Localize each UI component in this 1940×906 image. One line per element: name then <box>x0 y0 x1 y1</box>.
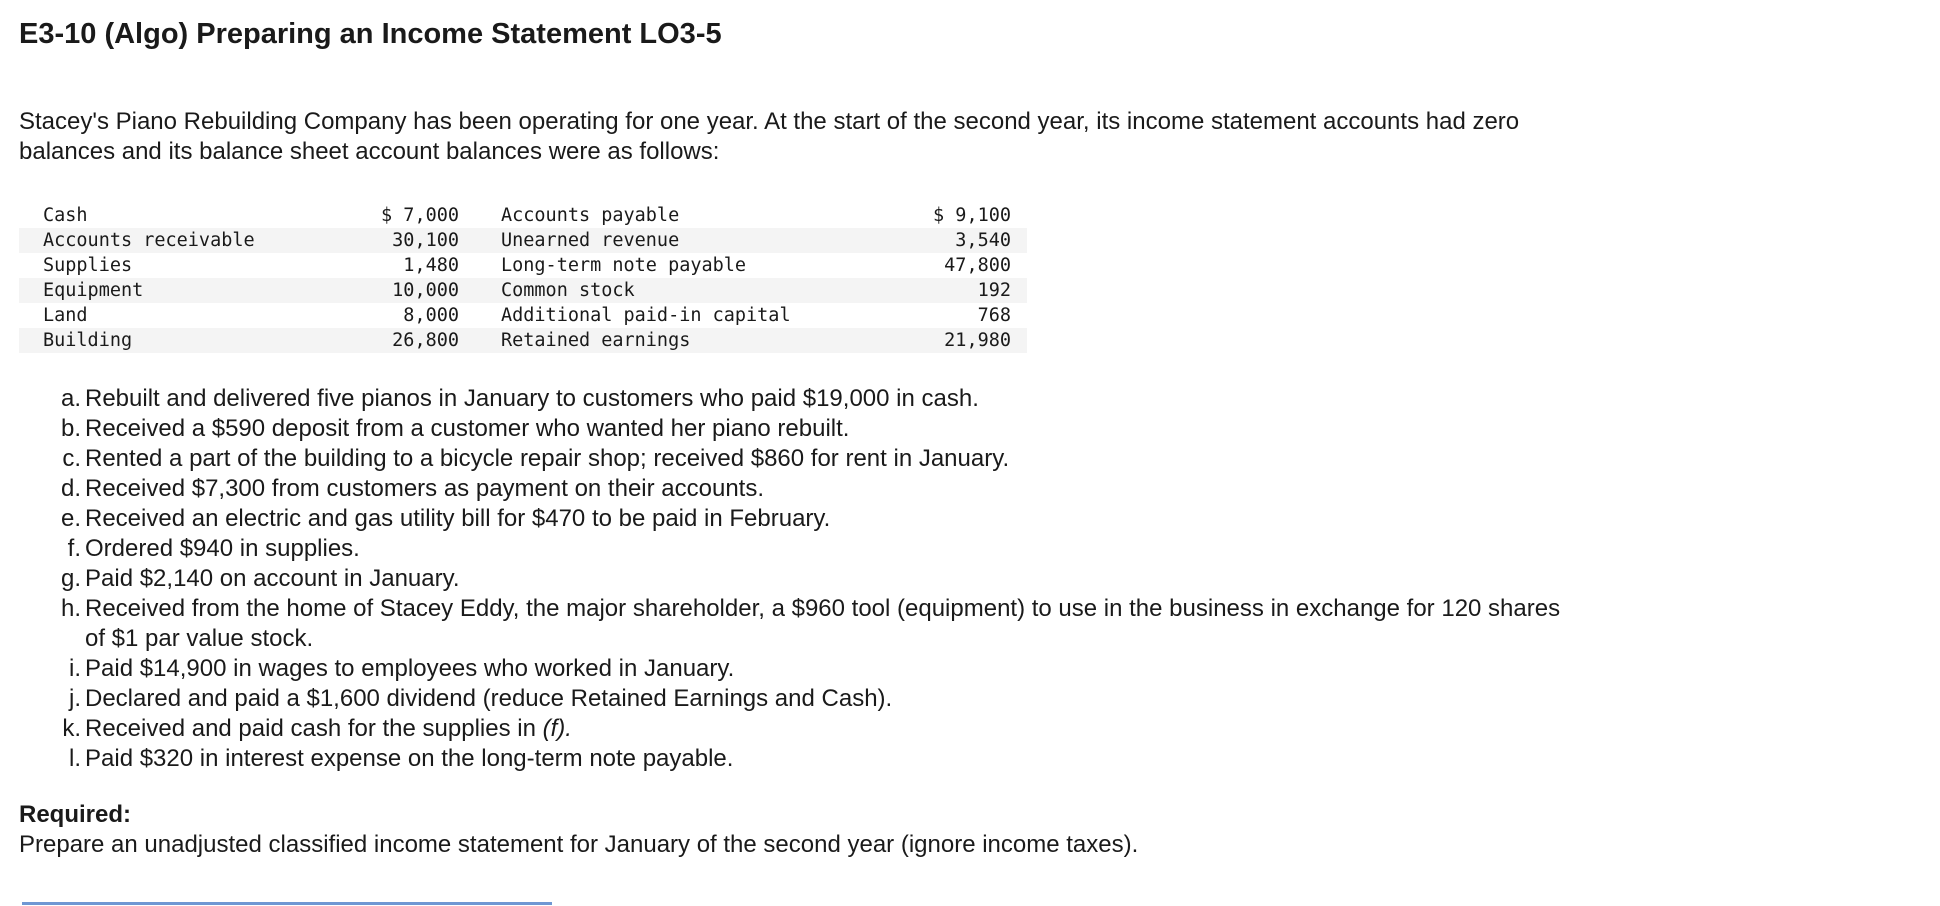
right-amount: 47,800 <box>944 255 1011 276</box>
right-amount: 192 <box>977 280 1011 301</box>
left-amount: 1,480 <box>403 255 459 276</box>
item-label: l. <box>69 745 81 772</box>
item-label: i. <box>69 655 81 682</box>
table-row <box>19 328 1027 353</box>
item-text: Ordered $940 in supplies. <box>85 535 360 562</box>
item-text: Received a $590 deposit from a customer who wanted her piano rebuilt. <box>85 415 850 442</box>
item-text: Received from the home of Stacey Eddy, the major shareholder, a $960 tool (equipment) to use in the business in exchange for 120 shares of $1 par value stock. <box>85 595 1561 652</box>
left-account: Building <box>43 330 133 351</box>
left-amount: 26,800 <box>392 330 459 351</box>
item-text: Paid $2,140 on account in January. <box>85 565 460 592</box>
table-row <box>19 253 1027 278</box>
transaction-list <box>62 384 1582 774</box>
list-item <box>62 684 1582 714</box>
left-account: Equipment <box>43 280 144 301</box>
left-amount: 8,000 <box>403 305 459 326</box>
list-item <box>62 474 1582 504</box>
table-row <box>19 303 1027 328</box>
table-row <box>19 278 1027 303</box>
left-account: Land <box>43 305 88 326</box>
right-account: Accounts payable <box>501 205 680 226</box>
required-text: Prepare an unadjusted classified income statement for January of the second year (ignore income taxes). <box>19 831 1139 858</box>
list-item <box>62 714 1582 744</box>
list-item <box>62 594 1582 654</box>
item-label: h. <box>60 595 81 622</box>
item-text: Paid $320 in interest expense on the long-term note payable. <box>85 745 734 772</box>
right-account: Long-term note payable <box>501 255 747 276</box>
list-item <box>62 384 1582 414</box>
right-amount: $ 9,100 <box>933 205 1011 226</box>
left-amount: $ 7,000 <box>381 205 459 226</box>
item-label: a. <box>60 385 81 412</box>
item-label: k. <box>62 715 81 742</box>
right-account: Additional paid-in capital <box>501 305 791 326</box>
left-account: Accounts receivable <box>43 230 255 251</box>
required-heading: Required: <box>19 801 132 828</box>
list-item <box>62 504 1582 534</box>
left-amount: 10,000 <box>392 280 459 301</box>
table-row <box>19 228 1027 253</box>
right-account: Retained earnings <box>501 330 691 351</box>
list-item <box>62 654 1582 684</box>
item-text: Paid $14,900 in wages to employees who worked in January. <box>85 655 735 682</box>
item-label: j. <box>69 685 81 712</box>
item-text: Received and paid cash for the supplies in <box>85 715 536 742</box>
item-label: g. <box>60 565 81 592</box>
item-text: Rebuilt and delivered five pianos in January to customers who paid $19,000 in cash. <box>85 385 979 412</box>
intro-paragraph: Stacey's Piano Rebuilding Company has been operating for one year. At the start of the second year, its income statement accounts had zero balances and its balance sheet account balances were as follows: <box>19 108 1520 165</box>
balance-sheet-table <box>19 203 1027 353</box>
right-amount: 3,540 <box>955 230 1011 251</box>
item-text: Rented a part of the building to a bicycle repair shop; received $860 for rent in January. <box>85 445 1010 472</box>
list-item <box>62 564 1582 594</box>
item-label: d. <box>60 475 81 502</box>
right-account: Unearned revenue <box>501 230 680 251</box>
right-amount: 768 <box>977 305 1011 326</box>
list-item <box>62 444 1582 474</box>
list-item <box>62 744 1582 774</box>
left-account: Cash <box>43 205 88 226</box>
table-row <box>19 203 1027 228</box>
tab-indicator[interactable] <box>22 902 552 905</box>
right-amount: 21,980 <box>944 330 1011 351</box>
item-label: b. <box>60 415 81 442</box>
left-amount: 30,100 <box>392 230 459 251</box>
page-title: E3-10 (Algo) Preparing an Income Statement LO3-5 <box>19 18 722 50</box>
item-reference: (f). <box>542 715 572 742</box>
item-label: e. <box>60 505 81 532</box>
right-account: Common stock <box>501 280 635 301</box>
left-account: Supplies <box>43 255 133 276</box>
item-text: Received an electric and gas utility bill for $470 to be paid in February. <box>85 505 831 532</box>
item-text: Received $7,300 from customers as payment on their accounts. <box>85 475 765 502</box>
item-text: Declared and paid a $1,600 dividend (reduce Retained Earnings and Cash). <box>85 685 893 712</box>
item-label: f. <box>67 535 81 562</box>
list-item <box>62 534 1582 564</box>
list-item <box>62 414 1582 444</box>
item-label: c. <box>62 445 81 472</box>
